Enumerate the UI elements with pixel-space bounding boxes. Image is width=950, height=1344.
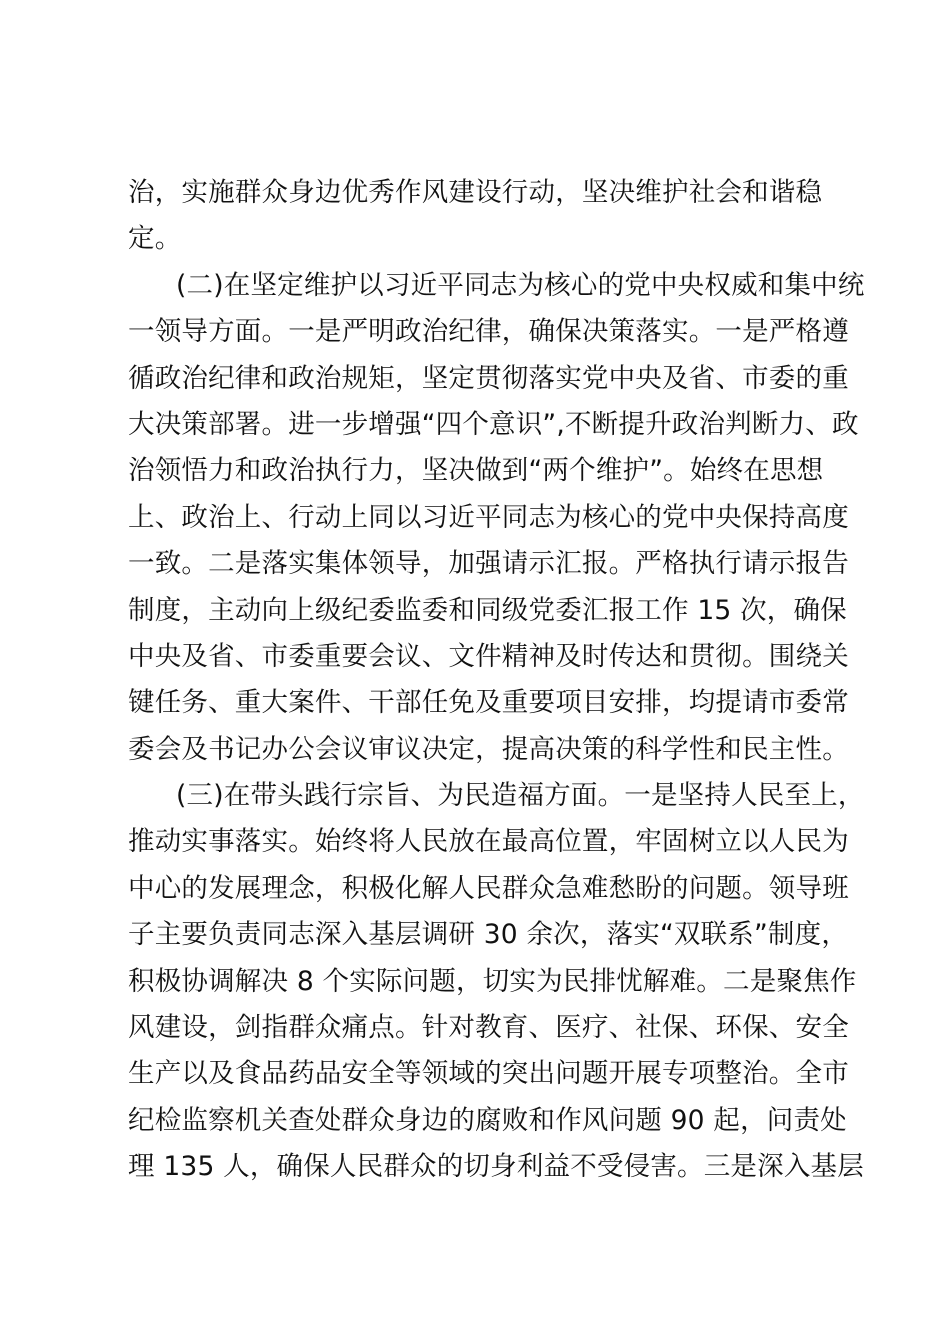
text-line: 治，实施群众身边优秀作风建设行动，坚决维护社会和谐稳 <box>128 177 823 208</box>
text-line: 纪检监察机关查处群众身边的腐败和作风问题 90 起，问责处 <box>128 1104 847 1136</box>
text-line: 一领导方面。一是严明政治纪律，确保决策落实。一是严格遵 <box>128 316 849 348</box>
text-line: 委会及书记办公会议审议决定，提高决策的科学性和民主性。 <box>128 733 849 765</box>
text-line: 推动实事落实。始终将人民放在最高位置，牢固树立以人民为 <box>128 826 849 858</box>
text-line: 子主要负责同志深入基层调研 30 余次，落实“双联系”制度， <box>128 919 849 951</box>
text-line: 定。 <box>128 223 182 255</box>
text-line: 中心的发展理念，积极化解人民群众急难愁盼的问题。领导班 <box>128 872 849 904</box>
text-line: 生产以及食品药品安全等领域的突出问题开展专项整治。全市 <box>128 1058 849 1090</box>
text-line: 上、政治上、行动上同以习近平同志为核心的党中央保持高度 <box>128 501 849 533</box>
text-line: 大决策部署。进一步增强“四个意识”,不断提升政治判断力、政 <box>128 408 859 440</box>
text-line: 治领悟力和政治执行力，坚决做到“两个维护”。始终在思想 <box>128 455 824 487</box>
section-heading-line: (三)在带头践行宗旨、为民造福方面。一是坚持人民至上， <box>176 780 865 812</box>
document-body <box>128 170 865 1191</box>
text-line: 制度，主动向上级纪委监委和同级党委汇报工作 15 次，确保 <box>128 594 847 626</box>
text-line: 键任务、重大案件、干部任免及重要项目安排，均提请市委常 <box>128 687 849 719</box>
text-line: 一致。二是落实集体领导，加强请示汇报。严格执行请示报告 <box>128 548 849 580</box>
text-line: 理 135 人，确保人民群众的切身利益不受侵害。三是深入基层 <box>128 1151 864 1183</box>
text-line: 风建设，剑指群众痛点。针对教育、医疗、社保、环保、安全 <box>128 1012 849 1044</box>
text-line: 循政治纪律和政治规矩，坚定贯彻落实党中央及省、市委的重 <box>128 362 849 394</box>
text-line: 积极协调解决 8 个实际问题，切实为民排忧解难。二是聚焦作 <box>128 965 857 997</box>
text-line: 中央及省、市委重要会议、文件精神及时传达和贯彻。围绕关 <box>128 640 849 672</box>
section-heading-line: (二)在坚定维护以习近平同志为核心的党中央权威和集中统 <box>176 269 865 301</box>
